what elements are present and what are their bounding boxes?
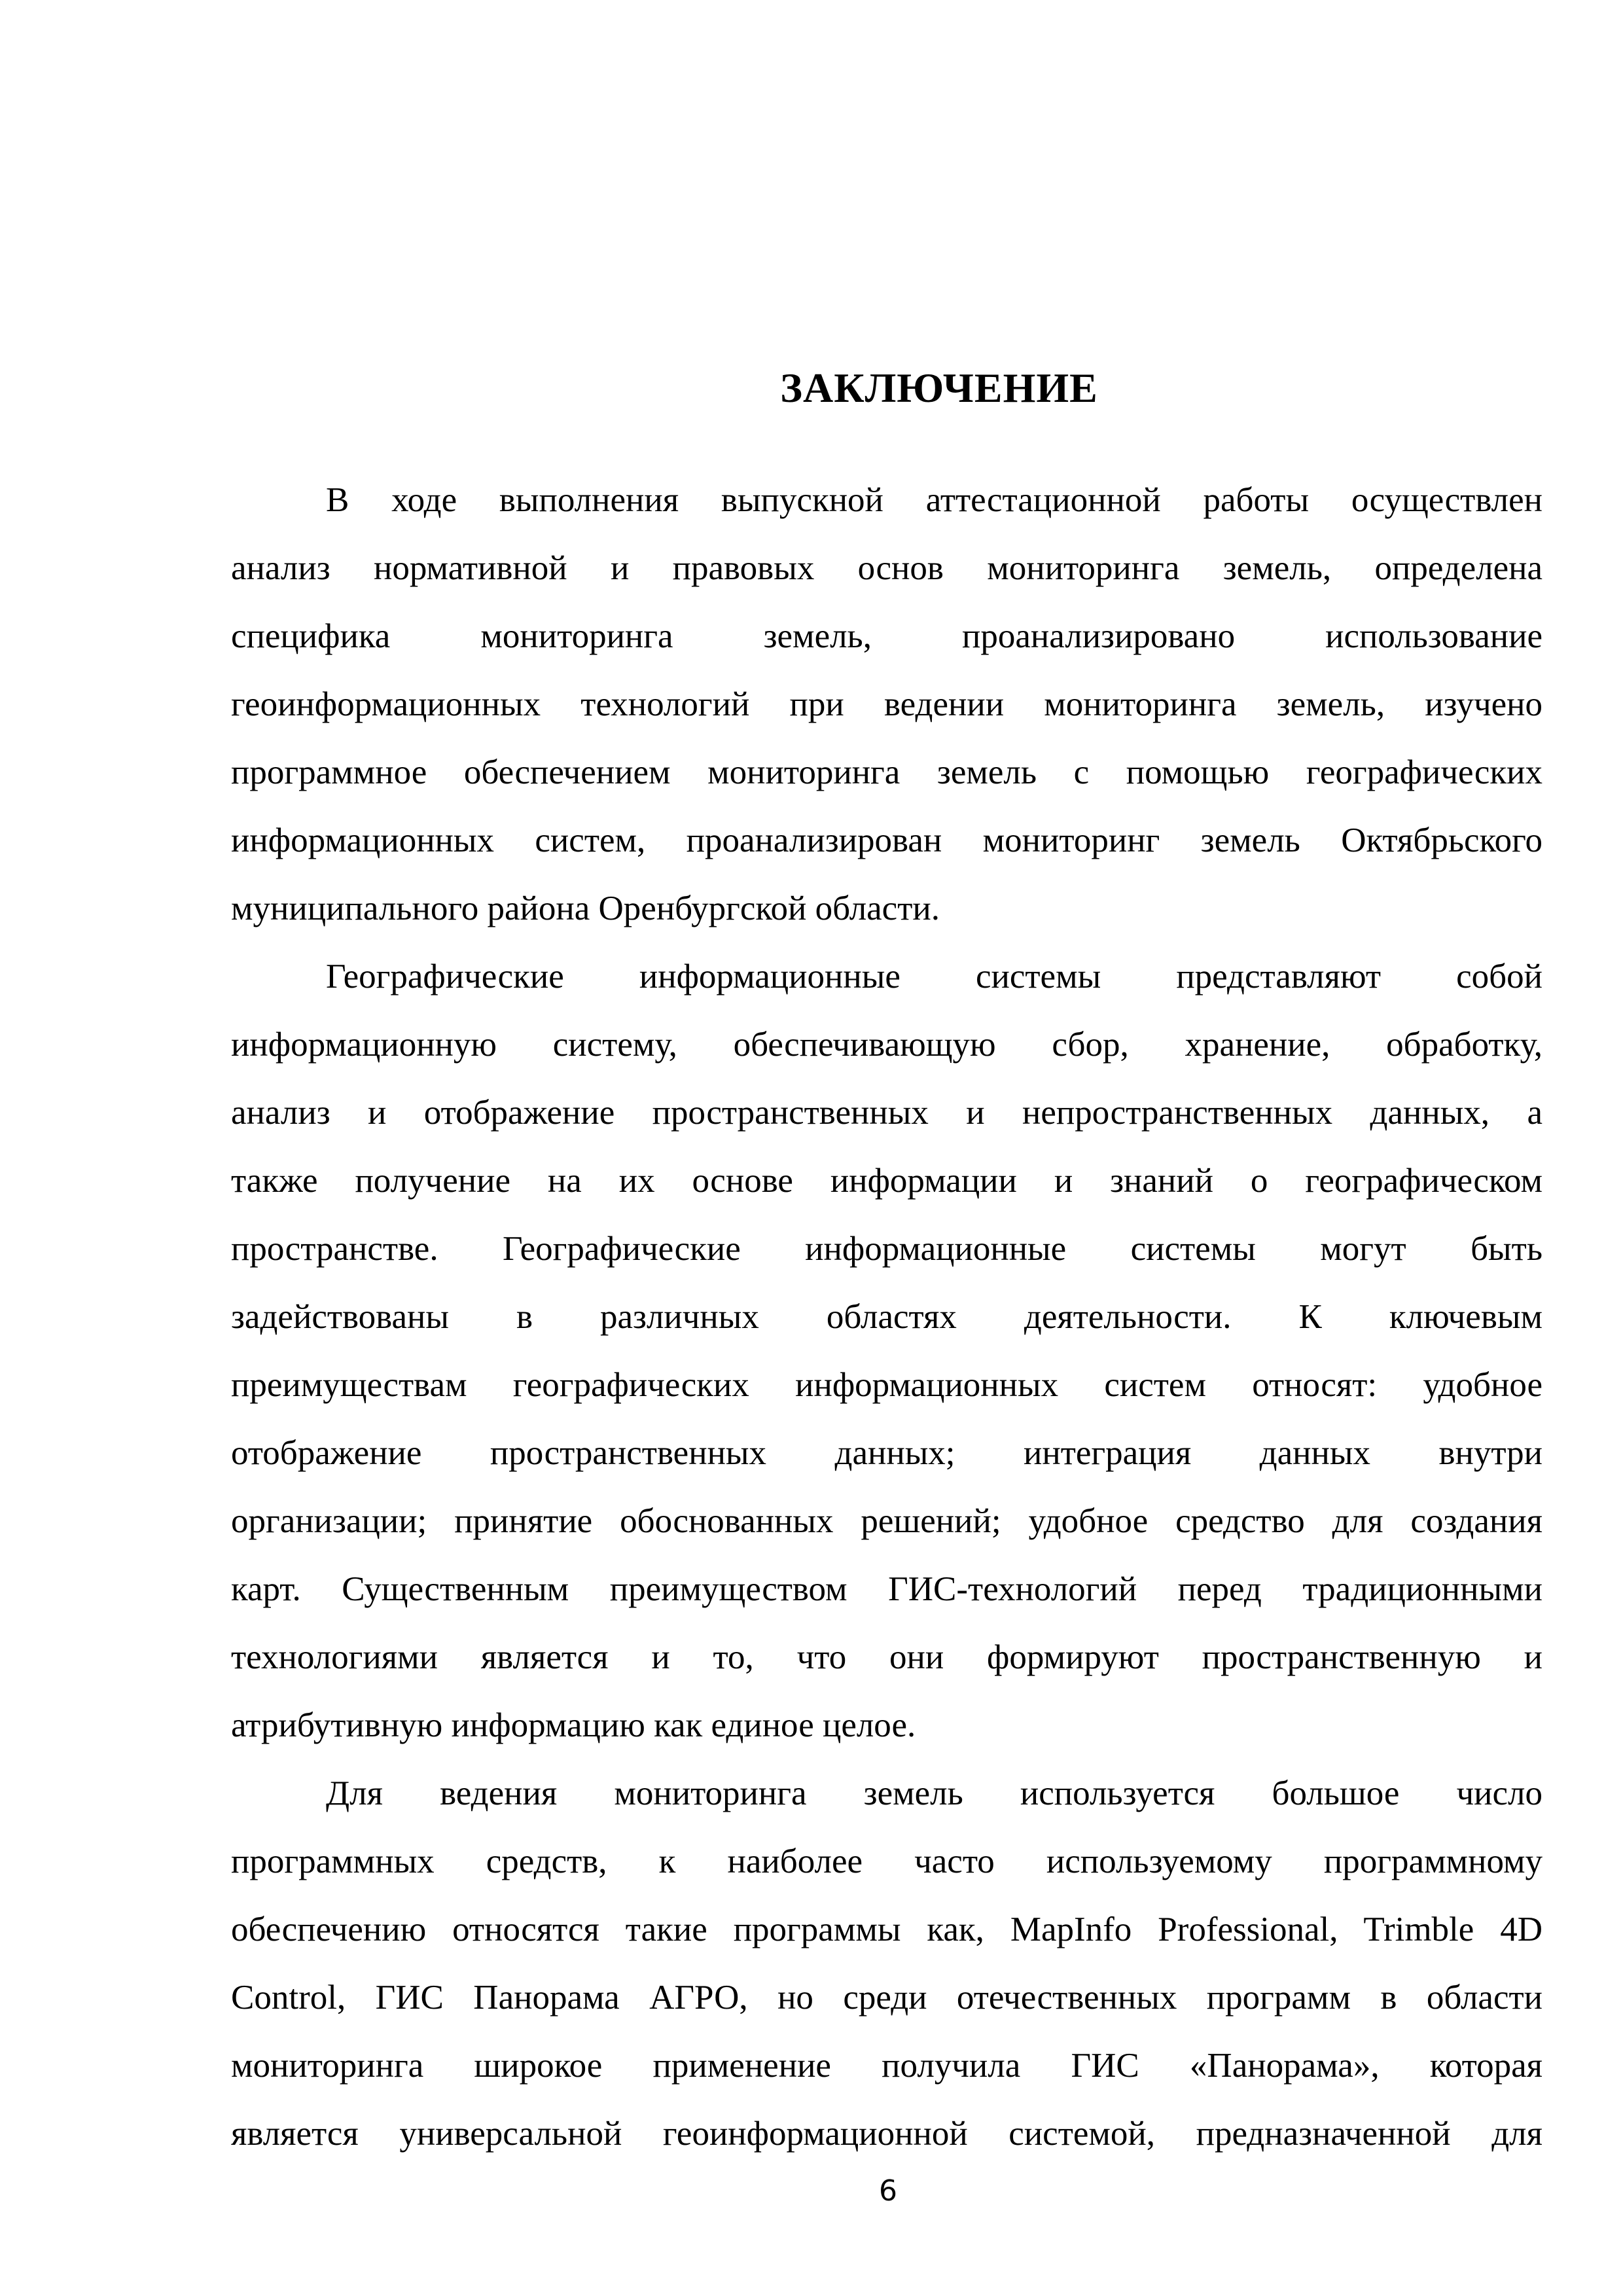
text-line: программных средств, к наиболее часто используемому программному xyxy=(231,1842,1543,1880)
page-title: ЗАКЛЮЧЕНИЕ xyxy=(780,365,1098,411)
text-line: обеспечению относятся такие программы как, MapInfo Professional, Trimble 4D xyxy=(231,1910,1543,1948)
text-line: В ходе выполнения выпускной аттестационной работы осуществлен xyxy=(326,481,1543,519)
document-body xyxy=(231,466,1543,2168)
text-line: программное обеспечением мониторинга земель с помощью географических xyxy=(231,753,1543,791)
text-line: информационных систем, проанализирован мониторинг земель Октябрьского xyxy=(231,821,1543,859)
text-line: анализ нормативной и правовых основ мониторинга земель, определена xyxy=(231,549,1543,587)
text-line: Географические информационные системы представляют собой xyxy=(326,958,1543,996)
text-line: Для ведения мониторинга земель используется большое число xyxy=(326,1774,1543,1812)
text-line: отображение пространственных данных; интеграция данных внутри xyxy=(231,1434,1543,1472)
text-line: Control, ГИС Панорама АГРО, но среди отечественных программ в области xyxy=(231,1979,1543,2017)
text-line: информационную систему, обеспечивающую сбор, хранение, обработку, xyxy=(231,1026,1543,1064)
text-line: также получение на их основе информации и знаний о географическом xyxy=(231,1162,1543,1200)
text-line: геоинформационных технологий при ведении мониторинга земель, изучено xyxy=(231,685,1543,723)
text-line: карт. Существенным преимуществом ГИС-технологий перед традиционными xyxy=(231,1570,1543,1608)
text-line: анализ и отображение пространственных и непространственных данных, а xyxy=(231,1094,1543,1132)
text-line: пространстве. Географические информационные системы могут быть xyxy=(231,1230,1543,1268)
text-line: муниципального района Оренбургской области. xyxy=(231,889,940,927)
text-line: мониторинга широкое применение получила ГИС «Панорама», которая xyxy=(231,2047,1543,2085)
text-line: является универсальной геоинформационной системой, предназначенной для xyxy=(231,2115,1543,2153)
text-line: задействованы в различных областях деятельности. К ключевым xyxy=(231,1298,1543,1336)
text-line: технологиями является и то, что они формируют пространственную и xyxy=(231,1638,1543,1676)
text-line: специфика мониторинга земель, проанализировано использование xyxy=(231,617,1543,655)
page-number: 6 xyxy=(879,2174,897,2208)
text-line: атрибутивную информацию как единое целое. xyxy=(231,1706,916,1744)
text-line: преимуществам географических информационных систем относят: удобное xyxy=(231,1366,1543,1404)
text-line: организации; принятие обоснованных решений; удобное средство для создания xyxy=(231,1502,1543,1540)
